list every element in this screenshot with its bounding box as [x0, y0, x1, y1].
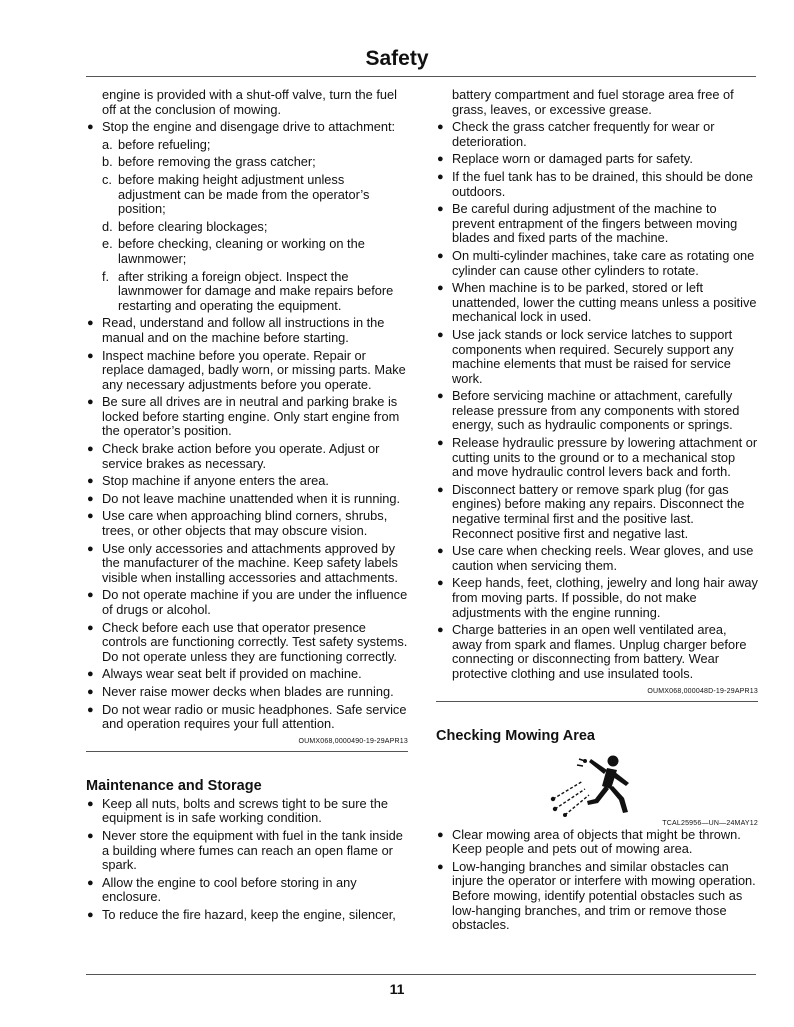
bullet-icon: ● [437, 121, 444, 134]
figure-reference: TCAL25956—UN—24MAY12 [662, 819, 758, 827]
bullet-icon: ● [437, 170, 444, 183]
list-item [86, 316, 408, 345]
reference-code: OUMX068,000048D-19-29APR13 [647, 687, 758, 695]
page-title: Safety [365, 47, 429, 70]
sub-item-text: before refueling; [118, 136, 211, 152]
list-item [86, 876, 408, 905]
list-item [436, 249, 758, 278]
list-item-text: Check brake action before you operate. Adjust or service brakes as necessary. [102, 441, 380, 471]
bullet-icon: ● [87, 542, 94, 555]
left-column [86, 88, 408, 926]
list-item-text: Keep hands, feet, clothing, jewelry and long hair away from moving parts. If possible, do not make adjustments with the engine running. [452, 575, 758, 620]
list-item [86, 509, 408, 538]
list-item-text: Replace worn or damaged parts for safety. [452, 151, 693, 167]
sub-item [86, 237, 408, 266]
sub-item-letter: c. [102, 171, 112, 187]
list-item-text: Keep all nuts, bolts and screws tight to be sure the equipment is in safe working condition. [102, 795, 388, 826]
list-item-text: When machine is to be parked, stored or left unattended, lower the cutting means unless a positive mechanical lock in used. [452, 280, 757, 325]
list-item-text: Never store the equipment with fuel in the tank inside a building where fumes can reach an open flame or spark. [102, 827, 403, 873]
page-number: 11 [389, 981, 405, 997]
bullet-icon: ● [437, 437, 444, 450]
bullet-icon: ● [437, 828, 444, 841]
bullet-icon: ● [87, 121, 94, 134]
section-divider [86, 751, 408, 752]
list-item-text: Do not wear radio or music headphones. Safe service and operation requires your full attention. [102, 701, 407, 732]
bullet-icon: ● [87, 797, 94, 810]
list-item-text: Be sure all drives are in neutral and parking brake is locked before starting engine. Only start engine from the operator’s position. [102, 394, 400, 439]
list-item-text: Use only accessories and attachments approved by the manufacturer of the machine. Keep safety labels visible when installing accessories and attachments. [102, 540, 398, 585]
bullet-icon: ● [437, 282, 444, 295]
safety-figure [436, 753, 758, 817]
list-item [436, 483, 758, 541]
sub-item-text: before removing the grass catcher; [118, 154, 316, 170]
sub-item-letter: d. [102, 218, 113, 234]
list-item-text: Do not leave machine unattended when it is running. [102, 490, 401, 506]
list-item [86, 474, 408, 489]
bullet-icon: ● [87, 685, 94, 698]
list-item [86, 667, 408, 682]
list-item [86, 588, 408, 617]
sub-item [86, 138, 408, 153]
list-item [86, 349, 408, 393]
list-item-text: If the fuel tank has to be drained, this should be done outdoors. [452, 168, 753, 199]
bullet-icon: ● [437, 249, 444, 262]
bullet-icon: ● [437, 860, 444, 873]
list-item [86, 395, 408, 439]
list-item-text: Release hydraulic pressure by lowering attachment or cutting units to the ground or to a mechanical stop and move hydraulic control levers back and forth. [452, 435, 758, 480]
bullet-icon: ● [87, 908, 94, 921]
list-item [86, 542, 408, 586]
list-item [436, 170, 758, 199]
bullet-icon: ● [87, 492, 94, 505]
list-item [86, 829, 408, 873]
bullet-icon: ● [87, 396, 94, 409]
sub-item [86, 220, 408, 235]
sub-item-text: before clearing blockages; [118, 218, 268, 234]
sub-item [86, 155, 408, 170]
continuation-text: battery compartment and fuel storage area free of grass, leaves, or excessive grease. [452, 87, 734, 117]
header-rule [86, 76, 756, 77]
list-item [436, 623, 758, 681]
bullet-icon: ● [87, 510, 94, 523]
list-item [436, 389, 758, 433]
list-item-text: On multi-cylinder machines, take care as rotating one cylinder can cause other cylinders to rotate. [452, 247, 755, 278]
section-divider [436, 701, 758, 702]
list-item-text: Stop the engine and disengage drive to attachment: [102, 119, 396, 135]
sub-item-letter: f. [102, 268, 110, 284]
list-item [86, 621, 408, 665]
list-item-text: Use care when checking reels. Wear gloves, and use caution when servicing them. [452, 543, 754, 573]
list-item [86, 703, 408, 732]
list-item-text: Inspect machine before you operate. Repair or replace damaged, badly worn, or missing parts. Make any necessary adjustments before you operate. [102, 347, 406, 392]
bullet-icon: ● [87, 876, 94, 889]
list-item [86, 908, 408, 923]
list-item [436, 576, 758, 620]
thrown-object-hazard-icon [549, 753, 639, 817]
list-item-text: To reduce the fire hazard, keep the engine, silencer, [102, 906, 396, 922]
sub-item [86, 173, 408, 217]
bullet-icon: ● [437, 577, 444, 590]
list-item [86, 492, 408, 507]
list-item [86, 685, 408, 700]
list-item [436, 544, 758, 573]
list-item-text: Use jack stands or lock service latches to support components when required. Securely support any machine elements that must be raised for service work. [452, 326, 734, 386]
bullet-icon: ● [87, 668, 94, 681]
list-item [86, 442, 408, 471]
list-item [436, 202, 758, 246]
sub-item-letter: b. [102, 154, 113, 170]
reference-code: OUMX068,0000490-19-29APR13 [298, 737, 408, 745]
bullet-icon: ● [437, 545, 444, 558]
list-item-text: Stop machine if anyone enters the area. [102, 473, 329, 489]
sub-item-text: after striking a foreign object. Inspect the lawnmower for damage and make repairs before restarting and operating the equipment. [118, 268, 394, 313]
bullet-icon: ● [87, 349, 94, 362]
list-item [436, 828, 758, 857]
list-item-text: Before servicing machine or attachment, carefully release pressure from any components with stored energy, such as hydraulic components or springs. [452, 388, 740, 433]
list-item [436, 860, 758, 933]
right-column [436, 88, 758, 936]
bullet-icon: ● [437, 624, 444, 637]
section-heading: Checking Mowing Area [436, 727, 595, 744]
sub-item-letter: e. [102, 236, 113, 252]
bullet-icon: ● [87, 317, 94, 330]
list-item-text: Disconnect battery or remove spark plug (for gas engines) before making any repairs. Disconnect the negative terminal first and the positive last. Reconnect positive first and negative last. [452, 481, 745, 541]
continuation-text: engine is provided with a shut-off valve, turn the fuel off at the conclusion of mowing. [102, 87, 397, 117]
bullet-icon: ● [437, 153, 444, 166]
bullet-icon: ● [437, 483, 444, 496]
list-item [436, 120, 758, 149]
bullet-icon: ● [87, 589, 94, 602]
bullet-icon: ● [87, 703, 94, 716]
bullet-icon: ● [87, 443, 94, 456]
list-item-text: Check before each use that operator presence controls are functioning correctly. Test safety systems. Do not operate unless they are functioning correctly. [102, 619, 408, 664]
bullet-icon: ● [437, 203, 444, 216]
list-item-text: Read, understand and follow all instructions in the manual and on the machine before starting. [102, 315, 385, 345]
list-item-text: Be careful during adjustment of the machine to prevent entrapment of the fingers between moving blades and fixed parts of the machine. [452, 201, 738, 246]
list-item-text: Allow the engine to cool before storing in any enclosure. [102, 874, 357, 905]
bullet-icon: ● [87, 829, 94, 842]
sub-item-text: before making height adjustment unless adjustment can be made from the operator’s position; [118, 171, 370, 217]
list-item-text: Never raise mower decks when blades are running. [102, 683, 394, 699]
section-heading: Maintenance and Storage [86, 777, 262, 794]
list-item [436, 328, 758, 386]
list-item-text: Check the grass catcher frequently for wear or deterioration. [452, 119, 715, 149]
list-item [436, 436, 758, 480]
list-item [86, 120, 408, 135]
list-item [436, 281, 758, 325]
sub-item [86, 270, 408, 314]
list-item-text: Always wear seat belt if provided on machine. [102, 666, 362, 682]
list-item [86, 797, 408, 826]
sub-item-text: before checking, cleaning or working on the lawnmower; [118, 236, 365, 266]
list-item-text: Charge batteries in an open well ventilated area, away from spark and flames. Unplug charger before connecting or disconnecting from battery. Wear protective clothing and use insulated tools. [452, 622, 747, 681]
sub-item-letter: a. [102, 136, 113, 152]
bullet-icon: ● [437, 390, 444, 403]
list-item-text: Do not operate machine if you are under the influence of drugs or alcohol. [102, 587, 408, 617]
list-item-text: Use care when approaching blind corners, shrubs, trees, or other objects that may obscure vision. [102, 508, 388, 539]
list-item-text: Low-hanging branches and similar obstacles can injure the operator or interfere with mowing operation. Before mowing, identify potential obstacles such as low-hanging branches, and trim or remove those obstacles. [452, 858, 756, 933]
bullet-icon: ● [87, 475, 94, 488]
bullet-icon: ● [437, 328, 444, 341]
footer-rule [86, 974, 756, 975]
list-item-text: Clear mowing area of objects that might be thrown. Keep people and pets out of mowing area. [452, 826, 741, 857]
bullet-icon: ● [87, 621, 94, 634]
list-item [436, 152, 758, 167]
